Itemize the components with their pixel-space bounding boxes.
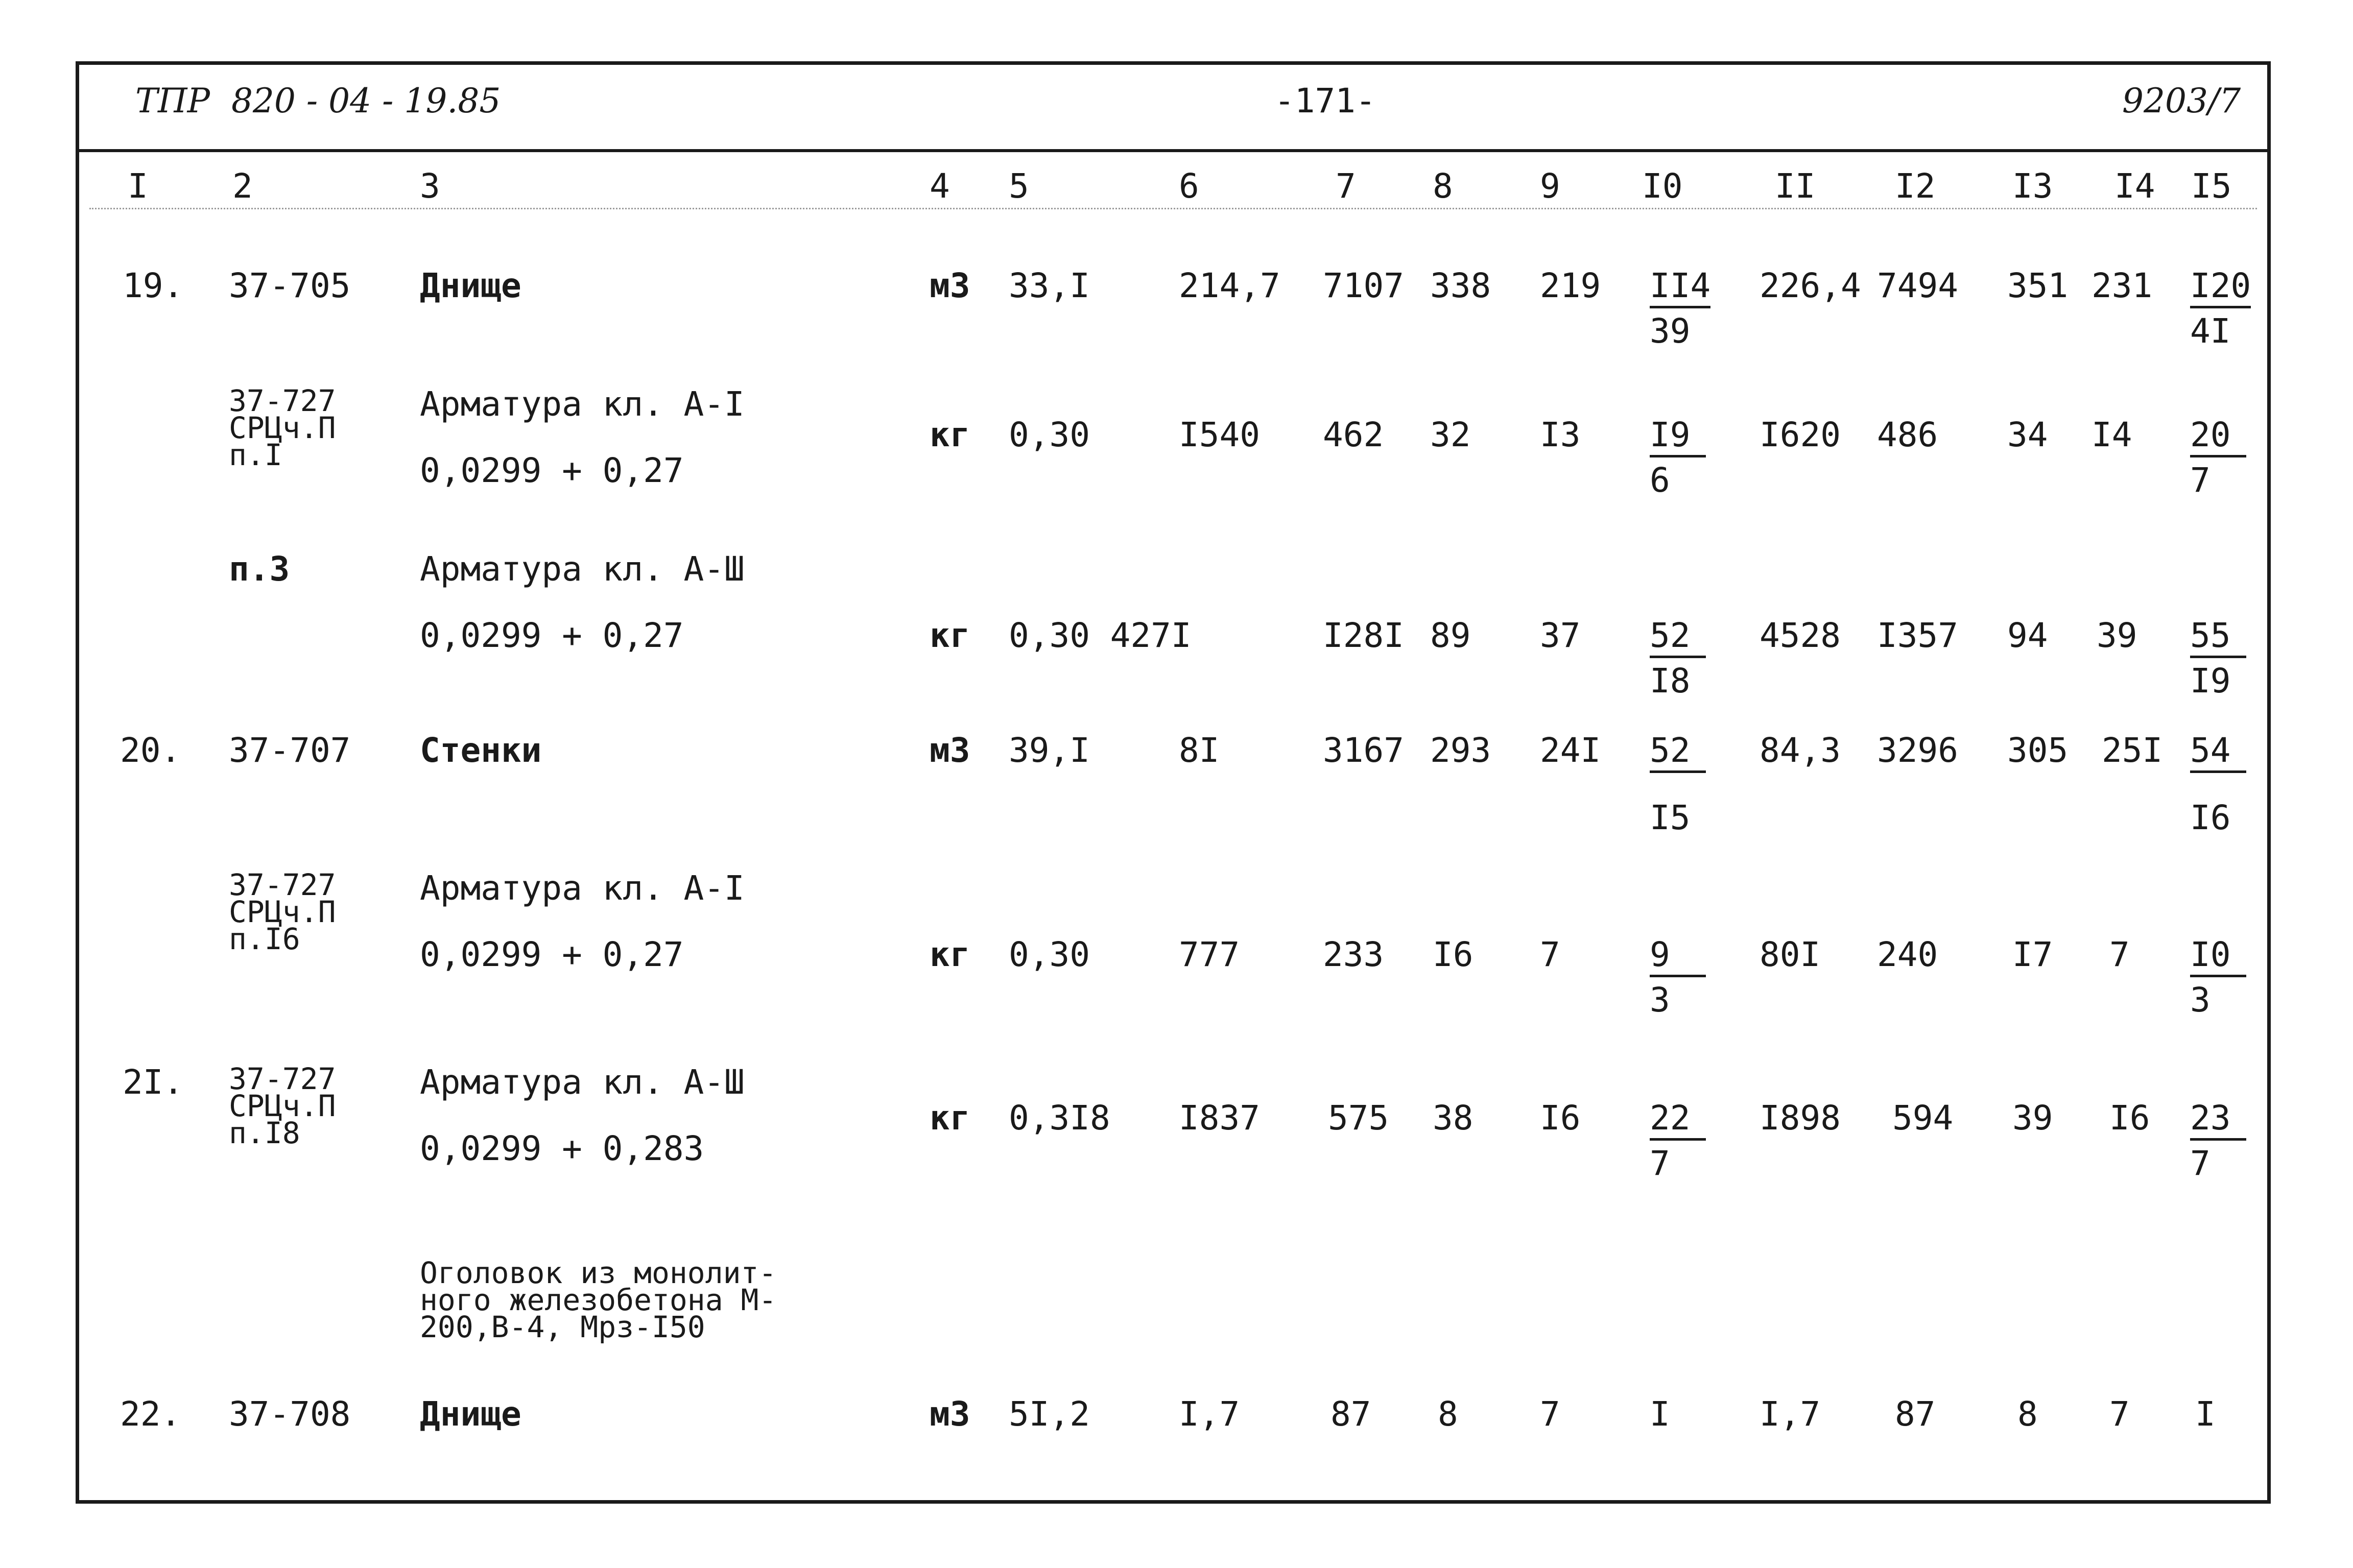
- cell-5: 0,3I8: [1009, 1098, 1110, 1138]
- cell-7: I28I: [1323, 616, 1404, 655]
- denominator: 4I: [2190, 311, 2231, 351]
- work-name: Арматура кл. А-Ш: [420, 1063, 745, 1102]
- column-header: 9: [1540, 166, 1560, 206]
- cell-7: 7107: [1323, 266, 1404, 305]
- note-line: Оголовок из монолит-: [420, 1256, 777, 1290]
- work-name: Арматура кл. А-I: [420, 869, 745, 908]
- norm-code-collection: СРЦч.П: [229, 895, 336, 929]
- document-sheet: [76, 61, 2271, 1504]
- cell-12: I357: [1877, 616, 1958, 655]
- work-name: Днище: [420, 1394, 521, 1434]
- norm-code: 37-707: [229, 731, 351, 770]
- cell-8: 89: [1430, 616, 1471, 655]
- cell-14: 39: [2097, 616, 2137, 655]
- column-header: I5: [2191, 166, 2232, 206]
- cell-7: 233: [1323, 935, 1384, 974]
- row-number: 19.: [123, 266, 184, 305]
- work-name: Днище: [420, 266, 521, 305]
- cell-15-fraction: [2190, 415, 2246, 500]
- cell-9: 7: [1540, 935, 1560, 974]
- cell-11: I620: [1760, 415, 1841, 454]
- cell-5: 39,I: [1009, 731, 1090, 770]
- cell-13: 34: [2007, 415, 2048, 454]
- column-header: I0: [1642, 166, 1683, 206]
- cell-6: I,7: [1179, 1394, 1240, 1434]
- column-header: 2: [232, 166, 253, 206]
- norm-code: 37-727: [229, 383, 336, 418]
- note-line: ного железобетона М-: [420, 1283, 777, 1317]
- doc-code: ТПР 820 - 04 - 19.85: [135, 81, 501, 120]
- denominator: 3: [2190, 980, 2211, 1020]
- cell-10-fraction: [1650, 935, 1706, 1020]
- note-line: 200,В-4, Мрз-I50: [420, 1310, 705, 1344]
- cell-12: 240: [1877, 935, 1938, 974]
- cell-13: 8: [2017, 1394, 2038, 1434]
- norm-code-collection: СРЦч.П: [229, 411, 336, 445]
- column-header: 8: [1433, 166, 1453, 206]
- cell-6: 777: [1179, 935, 1240, 974]
- column-header: 5: [1009, 166, 1029, 206]
- cell-11: 4528: [1760, 616, 1841, 655]
- denominator: 7: [2190, 461, 2211, 500]
- column-header: I2: [1895, 166, 1936, 206]
- cell-7: 3167: [1323, 731, 1404, 770]
- column-header: I: [128, 166, 148, 206]
- column-header: 4: [930, 166, 950, 206]
- column-header: 6: [1179, 166, 1199, 206]
- cell-8: 293: [1430, 731, 1491, 770]
- cell-6: 214,7: [1179, 266, 1280, 305]
- cell-14: I6: [2109, 1098, 2150, 1138]
- cell-8: 38: [1433, 1098, 1473, 1138]
- cell-15: I: [2195, 1394, 2216, 1434]
- cell-7: 462: [1323, 415, 1384, 454]
- denominator: 39: [1650, 311, 1691, 351]
- denominator: 3: [1650, 980, 1670, 1020]
- cell-14: 231: [2091, 266, 2153, 305]
- cell-9: I3: [1540, 415, 1581, 454]
- cell-8: I6: [1433, 935, 1473, 974]
- numerator: I0: [2190, 938, 2246, 977]
- page-number: -171-: [1274, 81, 1376, 120]
- cell-9: 37: [1540, 616, 1581, 655]
- cell-14: 7: [2109, 1394, 2130, 1434]
- column-header: I3: [2012, 166, 2053, 206]
- unit: кг: [930, 415, 970, 454]
- numerator: 23: [2190, 1101, 2246, 1141]
- column-header: 7: [1336, 166, 1356, 206]
- cell-5: 0,30: [1009, 415, 1090, 454]
- denominator: I9: [2190, 661, 2231, 701]
- cell-9: 24I: [1540, 731, 1601, 770]
- cell-10-fraction: [1650, 616, 1706, 701]
- cell-9: 7: [1540, 1394, 1560, 1434]
- cell-13: 351: [2007, 266, 2069, 305]
- cell-11: 226,4: [1760, 266, 1861, 305]
- work-formula: 0,0299 + 0,27: [420, 935, 684, 974]
- cell-10-fraction: [1650, 1098, 1706, 1183]
- column-header-divider: [89, 208, 2257, 209]
- numerator: 9: [1650, 938, 1706, 977]
- cell-12: 7494: [1877, 266, 1958, 305]
- cell-11: 84,3: [1760, 731, 1841, 770]
- header-divider: [79, 149, 2267, 152]
- cell-9: 219: [1540, 266, 1601, 305]
- numerator: 54: [2190, 734, 2246, 773]
- cell-12: 486: [1877, 415, 1938, 454]
- cell-5-6: 0,30 427I: [1009, 616, 1192, 655]
- norm-code-item: п.I: [229, 438, 282, 472]
- cell-15-fraction: [2190, 935, 2246, 1020]
- cell-13: 305: [2007, 731, 2069, 770]
- unit: кг: [930, 1098, 970, 1138]
- cell-5: 5I,2: [1009, 1394, 1090, 1434]
- unit: кг: [930, 616, 970, 655]
- column-header: II: [1775, 166, 1816, 206]
- numerator: 52: [1650, 619, 1706, 658]
- cell-10-fraction: [1650, 266, 1711, 351]
- numerator: I20: [2190, 269, 2251, 308]
- cell-15-fraction: [2190, 616, 2246, 701]
- row-number: 22.: [120, 1394, 181, 1434]
- cell-15-fraction: [2190, 266, 2251, 351]
- numerator: 52: [1650, 734, 1706, 773]
- cell-7: 87: [1330, 1394, 1371, 1434]
- cell-15-fraction: [2190, 1098, 2246, 1183]
- cell-12: 87: [1895, 1394, 1936, 1434]
- numerator: 55: [2190, 619, 2246, 658]
- cell-10: I: [1650, 1394, 1670, 1434]
- work-name: Арматура кл. А-Ш: [420, 549, 745, 589]
- cell-8: 338: [1430, 266, 1491, 305]
- norm-code-collection: СРЦч.П: [229, 1089, 336, 1123]
- cell-14: I4: [2091, 415, 2132, 454]
- work-formula: 0,0299 + 0,27: [420, 616, 684, 655]
- norm-code-item: п.I8: [229, 1116, 300, 1150]
- denominator: 7: [1650, 1144, 1670, 1183]
- denominator: I5: [1650, 798, 1691, 837]
- work-name: Стенки: [420, 731, 542, 770]
- norm-code: 37-708: [229, 1394, 351, 1434]
- unit: м3: [930, 266, 970, 305]
- unit: м3: [930, 1394, 970, 1434]
- cell-11: I,7: [1760, 1394, 1821, 1434]
- unit: кг: [930, 935, 970, 974]
- norm-code: 37-727: [229, 867, 336, 902]
- cell-9: I6: [1540, 1098, 1581, 1138]
- denominator: I8: [1650, 661, 1691, 701]
- norm-code-item: п.I6: [229, 922, 300, 956]
- norm-code-item: п.3: [229, 549, 290, 589]
- cell-14: 7: [2109, 935, 2130, 974]
- cell-10-fraction: [1650, 731, 1706, 837]
- cell-15-fraction: [2190, 731, 2246, 837]
- norm-code: 37-705: [229, 266, 351, 305]
- cell-6: I837: [1179, 1098, 1260, 1138]
- row-number: 20.: [120, 731, 181, 770]
- work-formula: 0,0299 + 0,283: [420, 1129, 704, 1168]
- cell-12: 594: [1892, 1098, 1954, 1138]
- unit: м3: [930, 731, 970, 770]
- cell-11: 80I: [1760, 935, 1821, 974]
- numerator: II4: [1650, 269, 1710, 308]
- work-name: Арматура кл. А-I: [420, 384, 745, 424]
- cell-8: 32: [1430, 415, 1471, 454]
- work-formula: 0,0299 + 0,27: [420, 451, 684, 490]
- column-header: 3: [420, 166, 440, 206]
- numerator: 20: [2190, 418, 2246, 457]
- numerator: 22: [1650, 1101, 1706, 1141]
- row-number: 2I.: [123, 1063, 184, 1102]
- denominator: I6: [2190, 798, 2231, 837]
- cell-8: 8: [1438, 1394, 1458, 1434]
- cell-7: 575: [1328, 1098, 1389, 1138]
- sheet-id: 9203/7: [2122, 81, 2241, 120]
- cell-13: 39: [2012, 1098, 2053, 1138]
- cell-6: I540: [1179, 415, 1260, 454]
- cell-10-fraction: [1650, 415, 1706, 500]
- cell-13: I7: [2012, 935, 2053, 974]
- cell-12: 3296: [1877, 731, 1958, 770]
- norm-code: 37-727: [229, 1062, 336, 1096]
- cell-14: 25I: [2102, 731, 2163, 770]
- cell-5: 33,I: [1009, 266, 1090, 305]
- cell-6: 8I: [1179, 731, 1220, 770]
- denominator: 6: [1650, 461, 1670, 500]
- denominator: 7: [2190, 1144, 2211, 1183]
- cell-11: I898: [1760, 1098, 1841, 1138]
- numerator: I9: [1650, 418, 1706, 457]
- cell-5: 0,30: [1009, 935, 1090, 974]
- cell-13: 94: [2007, 616, 2048, 655]
- column-header: I4: [2114, 166, 2155, 206]
